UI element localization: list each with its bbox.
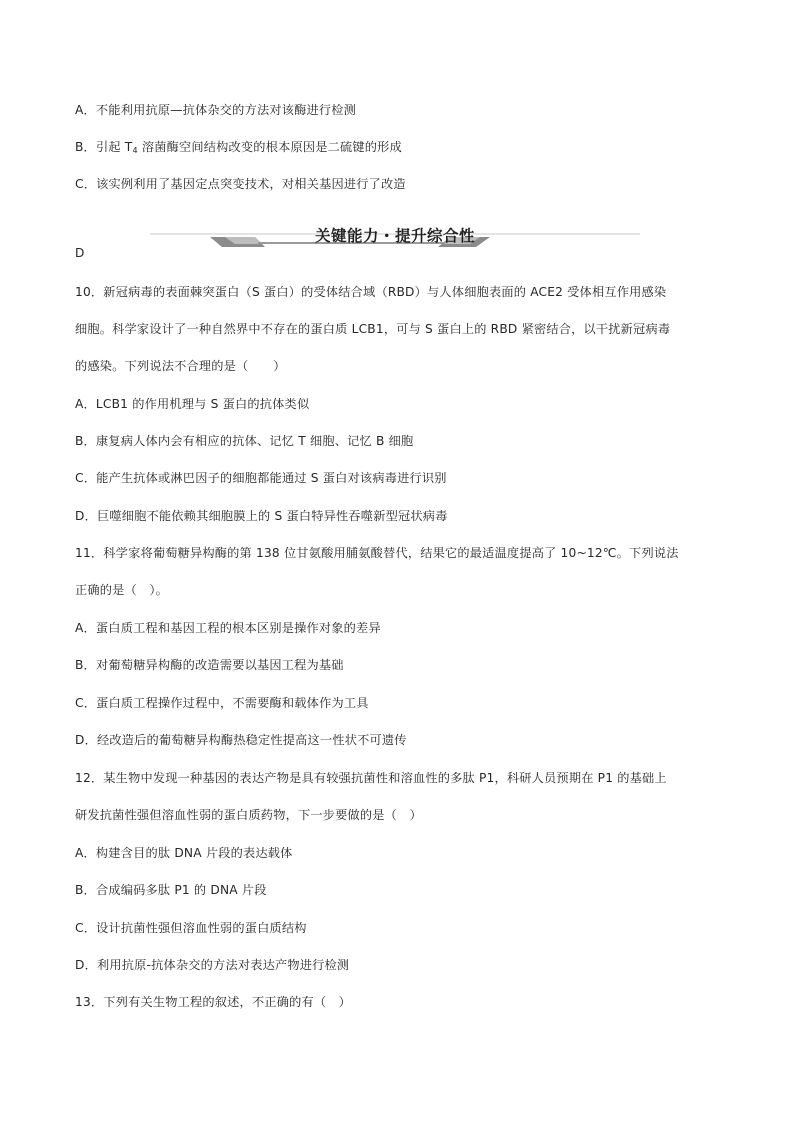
q11-option-d: D．经改造后的葡萄糖异构酶热稳定性提高这一性状不可遗传 [75, 733, 407, 747]
q11-option-a: A．蛋白质工程和基因工程的根本区别是操作对象的差异 [75, 621, 381, 635]
option-b-previous [75, 139, 402, 159]
q10-line-2: 细胞。科学家设计了一种自然界中不存在的蛋白质 LCB1，可与 S 蛋白上的 RBD 紧密结合，以干扰新冠病毒 [75, 322, 671, 336]
q13-line-1: 13．下列有关生物工程的叙述，不正确的有（ ） [75, 995, 352, 1009]
q10-option-b: B．康复病人体内会有相应的抗体、记忆 T 细胞、记忆 B 细胞 [75, 434, 414, 448]
answer-text: D [75, 246, 85, 260]
option-b-text-post: 溶菌酶空间结构改变的根本原因是二硫键的形成 [137, 140, 402, 154]
banner-title: 关键能力・提升综合性 [314, 227, 475, 245]
q10-line-1: 10．新冠病毒的表面棘突蛋白（S 蛋白）的受体结合域（RBD）与人体细胞表面的 ACE2 受体相互作用感染 [75, 285, 667, 299]
q10-option-c: C．能产生抗体或淋巴因子的细胞都能通过 S 蛋白对该病毒进行识别 [75, 471, 447, 485]
q11-line-2: 正确的是（ ）。 [75, 583, 168, 597]
q12-line-2: 研发抗菌性强但溶血性弱的蛋白质药物，下一步要做的是（ ） [75, 808, 422, 822]
q12-option-b: B．合成编码多肽 P1 的 DNA 片段 [75, 883, 267, 897]
q12-option-c: C．设计抗菌性强但溶血性弱的蛋白质结构 [75, 921, 307, 935]
section-banner [150, 220, 640, 250]
q12-option-d: D．利用抗原-抗体杂交的方法对表达产物进行检测 [75, 958, 350, 972]
q10-line-3: 的感染。下列说法不合理的是（ ） [75, 359, 286, 373]
option-b-text-pre: B．引起 T [75, 140, 133, 154]
option-c-previous: C．该实例利用了基因定点突变技术，对相关基因进行了改造 [75, 177, 406, 191]
q10-option-a: A．LCB1 的作用机理与 S 蛋白的抗体类似 [75, 397, 310, 411]
option-a-previous: A．不能利用抗原—抗体杂交的方法对该酶进行检测 [75, 103, 357, 117]
option-b-subscript: 4 [132, 146, 138, 155]
q10-option-d: D．巨噬细胞不能依赖其细胞膜上的 S 蛋白特异性吞噬新型冠状病毒 [75, 509, 448, 523]
q12-line-1: 12．某生物中发现一种基因的表达产物是具有较强抗菌性和溶血性的多肽 P1，科研人员预期在 P1 的基础上 [75, 771, 667, 785]
q11-option-b: B．对葡萄糖异构酶的改造需要以基因工程为基础 [75, 658, 344, 672]
q11-line-1: 11．科学家将葡萄糖异构酶的第 138 位甘氨酸用脯氨酸替代，结果它的最适温度提高了 10~12℃。下列说法 [75, 546, 679, 560]
q12-option-a: A．构建含目的肽 DNA 片段的表达载体 [75, 846, 293, 860]
q11-option-c: C．蛋白质工程操作过程中，不需要酶和载体作为工具 [75, 696, 369, 710]
